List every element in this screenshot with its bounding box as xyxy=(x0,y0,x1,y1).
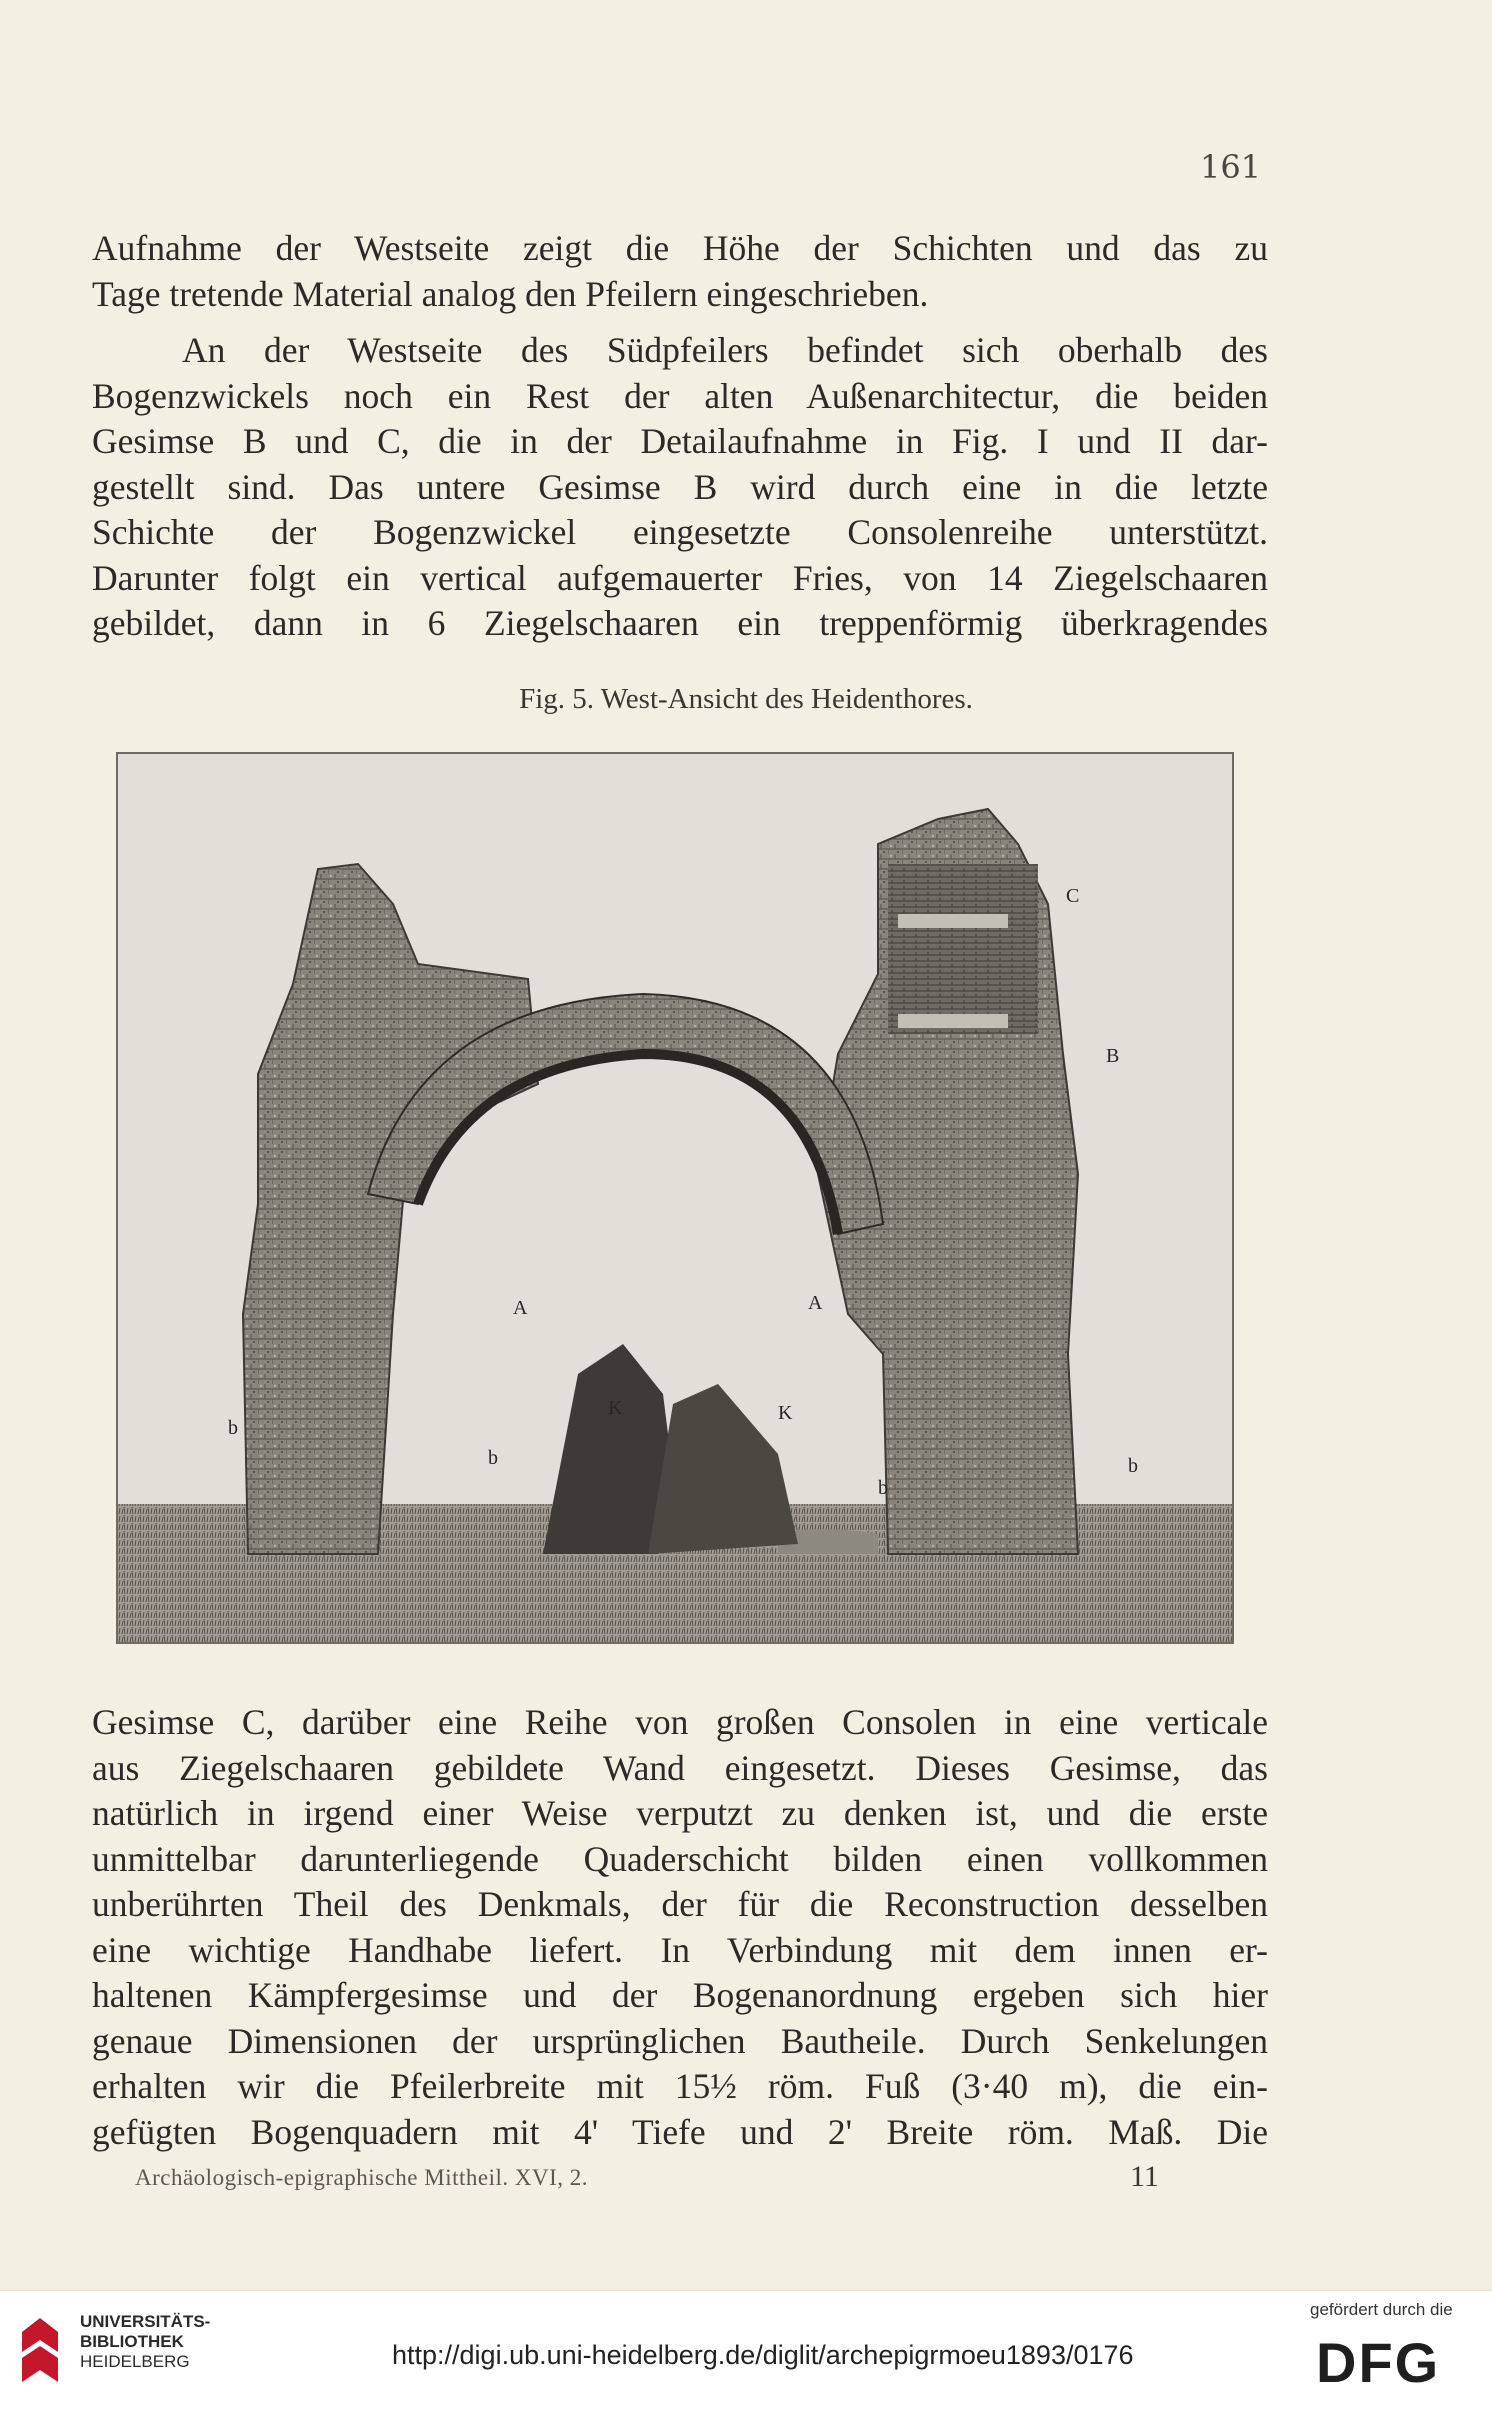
figure-label: b xyxy=(488,1447,498,1469)
page-number: 161 xyxy=(1200,148,1262,186)
text-line: haltenen Kämpfergesimse und der Bogenanordnung ergeben sich hier xyxy=(92,1975,1268,2015)
text-line: erhalten wir die Pfeilerbreite mit 15½ röm. Fuß (3·40 m), die ein- xyxy=(92,2066,1268,2106)
text-line: Aufnahme der Westseite zeigt die Höhe der Schichten und das zu xyxy=(92,228,1268,268)
text-line: unmittelbar darunterliegende Quaderschicht bilden einen vollkommen xyxy=(92,1838,1268,1879)
text-line: An der Westseite des Südpfeilers befindet sich oberhalb des xyxy=(182,330,1268,370)
cornice-c xyxy=(898,914,1008,928)
figure-label: b xyxy=(878,1477,888,1499)
journal-signature: Archäologisch-epigraphische Mittheil. XVI, 2. xyxy=(135,2165,588,2190)
library-name-line: UNIVERSITÄTS- xyxy=(80,2312,211,2331)
dfg-logo-icon[interactable] xyxy=(1312,2332,1460,2388)
sheet-number: 11 xyxy=(1130,2160,1159,2193)
university-library-logo-icon[interactable] xyxy=(16,2312,64,2390)
library-name-line: BIBLIOTHEK xyxy=(80,2332,184,2351)
ruin-photograph xyxy=(116,752,1234,1644)
cornice-b xyxy=(898,1014,1008,1028)
paragraph-1 xyxy=(92,226,1268,317)
figure-label: A xyxy=(513,1297,528,1319)
brick-frieze xyxy=(888,864,1038,1034)
text-line: aus Ziegelschaaren gebildete Wand eingesetzt. Dieses Gesimse, das xyxy=(92,1747,1268,1788)
figure-label: B xyxy=(1106,1045,1120,1067)
figure-label: b xyxy=(228,1417,238,1439)
text-line: genaue Dimensionen der ursprünglichen Bautheile. Durch Senkelungen xyxy=(92,2020,1268,2061)
ruin-illustration xyxy=(118,754,1232,1642)
permalink-url[interactable]: http://digi.ub.uni-heidelberg.de/diglit/archepigrmoeu1893/0176 xyxy=(392,2340,1134,2370)
text-line: Tage tretende Material analog den Pfeilern eingeschrieben. xyxy=(92,273,929,314)
text-line: Darunter folgt ein vertical aufgemauerter Fries, von 14 Ziegelschaaren xyxy=(92,557,1268,598)
text-line: Gesimse C, darüber eine Reihe von großen Consolen in eine verticale xyxy=(92,1702,1268,1742)
paragraph-2 xyxy=(92,328,1268,647)
paragraph-3 xyxy=(92,1700,1268,2155)
figure-label: C xyxy=(1066,885,1080,907)
figure-label: K xyxy=(608,1397,623,1419)
funded-by-label: gefördert durch die xyxy=(1310,2300,1453,2319)
text-line: unberührten Theil des Denkmals, der für die Reconstruction desselben xyxy=(92,1884,1268,1924)
text-line: natürlich in irgend einer Weise verputzt zu denken ist, und die erste xyxy=(92,1793,1268,1833)
text-line: gebildet, dann in 6 Ziegelschaaren ein treppenförmig überkragendes xyxy=(92,603,1268,643)
text-line: gestellt sind. Das untere Gesimse B wird durch eine in die letzte xyxy=(92,466,1268,507)
text-line: eine wichtige Handhabe liefert. In Verbindung mit dem innen er- xyxy=(92,1929,1268,1970)
text-line: Schichte der Bogenzwickel eingesetzte Consolenreihe unterstützt. xyxy=(92,512,1268,552)
dfg-logo-text: DFG xyxy=(1316,2332,1441,2388)
figure-label: A xyxy=(808,1292,823,1314)
figure-caption: Fig. 5. West-Ansicht des Heidenthores. xyxy=(519,683,973,715)
figure-label: K xyxy=(778,1402,793,1424)
library-name-line: HEIDELBERG xyxy=(80,2352,190,2371)
text-line: gefügten Bogenquadern mit 4' Tiefe und 2' Breite röm. Maß. Die xyxy=(92,2111,1268,2152)
figure-label: b xyxy=(1128,1455,1138,1477)
library-name[interactable] xyxy=(80,2312,210,2372)
text-line: Bogenzwickels noch ein Rest der alten Außenarchitectur, die beiden xyxy=(92,375,1268,416)
text-line: Gesimse B und C, die in der Detailaufnahme in Fig. I und II dar- xyxy=(92,421,1268,461)
